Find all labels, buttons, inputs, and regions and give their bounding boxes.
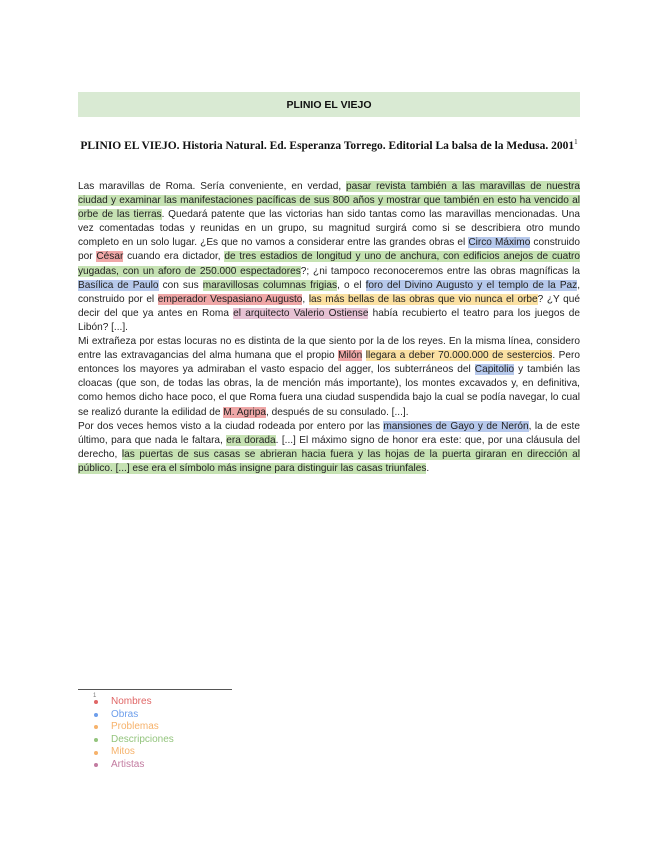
highlighted-text: era dorada: [226, 434, 276, 446]
footnote-separator: [78, 689, 232, 690]
highlighted-text: mansiones de Gayo y de Nerón: [383, 420, 529, 432]
legend-item: [94, 734, 174, 747]
body-text: [78, 180, 580, 476]
text-run: , la de este último, para que nada le faltara,: [78, 420, 580, 446]
highlighted-text: llegara a deber 70.000.000 de sestercios: [365, 350, 553, 362]
text-run: . [...] El máximo signo de honor era este: que, por una cláusula del derecho,: [78, 434, 580, 460]
text-run: Mi extrañeza por estas locuras no es distinta de la que siento por la de los reyes. En la misma línea, considero entre las extravagancias del alma humana que el propio: [78, 336, 580, 362]
highlighted-text: el arquitecto Valerio Ostiense: [233, 307, 369, 319]
legend-label: Descripciones: [111, 733, 174, 745]
text-run: ?; ¿ni tampoco reconoceremos entre las obras magníficas la: [300, 265, 580, 277]
highlighted-text: Circo Máximo: [468, 237, 531, 249]
legend-item: [94, 746, 174, 759]
reference-text: PLINIO EL VIEJO. Historia Natural. Ed. Esperanza Torrego. Editorial La balsa de la Medusa. 2001: [80, 139, 575, 152]
text-run: y también las cloacas (que son, de todas las obras, la de mención más importante), los montes excavados y, en definitiva, como hemos dicho hace poco, el que Roma fuera una ciudad suspendida bajo la cual se podía navegar, lo cual se realizó durante la edilidad de: [78, 364, 580, 418]
highlighted-text: las más bellas de las obras que vio nunca el orbe: [308, 293, 538, 305]
bullet-icon: [94, 763, 98, 767]
highlighted-text: de tres estadios de longitud y uno de anchura, con edificios anejos de cuatro yugadas, con un aforo de 250.000 espectadores: [78, 251, 580, 277]
legend-item: [94, 721, 174, 734]
highlighted-text: César: [96, 251, 124, 263]
bullet-icon: [94, 713, 98, 717]
footnote-marker: 1: [93, 693, 97, 699]
legend-item: [94, 696, 174, 709]
highlighted-text: M. Agripa: [223, 406, 266, 418]
legend-item: [94, 709, 174, 722]
highlighted-text: las puertas de sus casas se abrieran hacia fuera y las hojas de la puerta giraran en dirección al público. [...] ese era el símbolo más insigne para distinguir las casas triunfales: [78, 448, 580, 474]
legend-label: Artistas: [111, 758, 145, 770]
text-run: ? ¿Y qué decir del que ya antes en Roma: [78, 293, 580, 319]
text-run: .: [426, 462, 430, 474]
bibliographic-reference: [78, 134, 580, 155]
text-run: , construido por el: [78, 279, 581, 305]
text-run: . Quedará patente que las victorias han sido tantas como las maravillas mencionadas. Una vez comentadas todas y reunidas en un grupo, su magnitud surgirá como si se describiera otro mundo completo en un solo lugar. ¿Es que no vamos a considerar entre las grandes obras el: [78, 209, 580, 249]
page-title: PLINIO EL VIEJO: [286, 98, 372, 111]
text-run: había recubierto el teatro para los juegos de Libón? [...].: [78, 307, 580, 333]
legend-label: Obras: [111, 708, 139, 720]
paragraph: [78, 335, 580, 420]
text-run: , después de su consulado. [...].: [265, 406, 409, 418]
text-run: con sus: [158, 279, 203, 291]
paragraph: [78, 420, 580, 476]
bullet-icon: [94, 700, 98, 704]
highlighted-text: maravillosas columnas frigias: [202, 279, 338, 291]
title-banner: [78, 92, 580, 117]
legend-label: Mitos: [111, 746, 135, 758]
highlighted-text: Basílica de Paulo: [78, 279, 159, 291]
text-run: Las maravillas de Roma. Sería conveniente, en verdad,: [78, 181, 347, 192]
text-run: , o el: [337, 279, 366, 291]
paragraph: [78, 180, 580, 335]
text-run: ,: [302, 293, 309, 305]
highlighted-text: pasar revista también a las maravillas de nuestra ciudad y examinar las manifestaciones pacíficas de sus 800 años y mostrar que también en esto ha vencido al orbe de las tierras: [78, 181, 580, 221]
highlighted-text: foro del Divino Augusto y el templo de la Paz: [365, 279, 578, 291]
bullet-icon: [94, 751, 98, 755]
highlighted-text: Milón: [338, 350, 363, 362]
legend-label: Nombres: [111, 696, 152, 707]
footnote-reference-mark: 1: [574, 138, 578, 146]
bullet-icon: [94, 725, 98, 729]
bullet-icon: [94, 738, 98, 742]
legend-item: [94, 759, 174, 772]
color-legend: [94, 696, 174, 772]
text-run: cuando era dictador,: [123, 251, 225, 263]
text-run: Por dos veces hemos visto a la ciudad rodeada por entero por las: [78, 420, 384, 432]
text-run: construido por: [78, 237, 580, 263]
legend-label: Problemas: [111, 721, 159, 733]
highlighted-text: emperador Vespasiano Augusto: [157, 293, 303, 305]
highlighted-text: Capitolio: [474, 364, 515, 376]
text-run: . Pero entonces los mayores ya admiraban el vasto espacio del agger, los subterráneos del: [78, 350, 580, 376]
